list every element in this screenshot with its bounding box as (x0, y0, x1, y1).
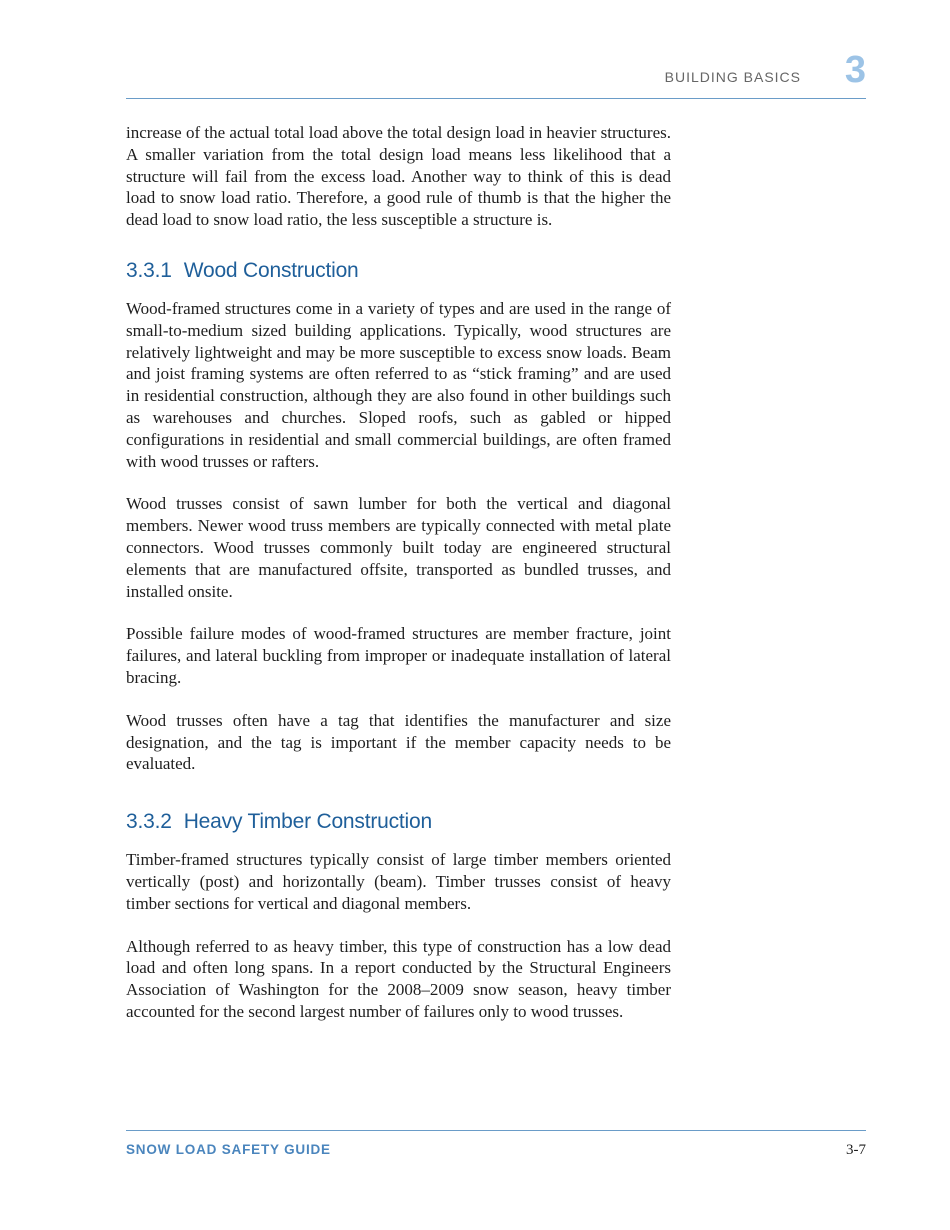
section-title: Heavy Timber Construction (183, 810, 432, 834)
footer-document-title: SNOW LOAD SAFETY GUIDE (126, 1142, 331, 1157)
footer-divider (126, 1130, 866, 1131)
section-title: Wood Construction (183, 258, 359, 282)
section-number: 3.3.2 (126, 810, 172, 834)
paragraph: Possible failure modes of wood-framed structures are member fracture, joint failures, and lateral buckling from improper or inadequate installation of lateral bracing. (126, 624, 671, 687)
intro-paragraph: increase of the actual total load above the total design load in heavier structures. A smaller variation from the total design load means less likelihood that a structure will fail from the excess load. Another way to think of this is dead load to snow load ratio. Therefore, a good rule of thumb is that the higher the dead load to snow load ratio, the less susceptible a structure is. (126, 123, 671, 230)
paragraph: Although referred to as heavy timber, this type of construction has a low dead load and often long spans. In a report conducted by the Structural Engineers Association of Washington for the 2008–2009 snow season, heavy timber accounted for the second largest number of failures only to wood trusses. (126, 936, 671, 1021)
page-header (126, 49, 866, 99)
page-body (126, 122, 671, 1044)
paragraph: Wood-framed structures come in a variety of types and are used in the range of small-to-medium sized building applications. Typically, wood structures are relatively lightweight and may be more susceptible to excess snow loads. Beam and joist framing systems are often referred to as “stick framing” and are used in residential construction, although they are also found in other buildings such as warehouses and churches. Sloped roofs, such as gabled or hipped configurations in residential and small commercial buildings, are often framed with wood trusses or rafters. (126, 298, 671, 471)
section-heading-heavy-timber-construction (126, 809, 671, 835)
paragraph: Wood trusses consist of sawn lumber for both the vertical and diagonal members. Newer wood truss members are typically connected with metal plate connectors. Wood trusses commonly built today are engineered structural elements that are manufactured offsite, transported as bundled trusses, and installed onsite. (126, 494, 671, 601)
section-heading-wood-construction (126, 258, 671, 284)
header-section-label: BUILDING BASICS (664, 69, 801, 85)
section-number: 3.3.1 (126, 258, 172, 282)
footer-page-number: 3-7 (846, 1142, 866, 1158)
paragraph: Timber-framed structures typically consist of large timber members oriented vertically (post) and horizontally (beam). Timber trusses consist of heavy timber sections for vertical and diagonal members. (126, 850, 671, 913)
paragraph: Wood trusses often have a tag that identifies the manufacturer and size designation, and the tag is important if the member capacity needs to be evaluated. (126, 710, 671, 774)
header-chapter-number: 3 (844, 49, 866, 91)
